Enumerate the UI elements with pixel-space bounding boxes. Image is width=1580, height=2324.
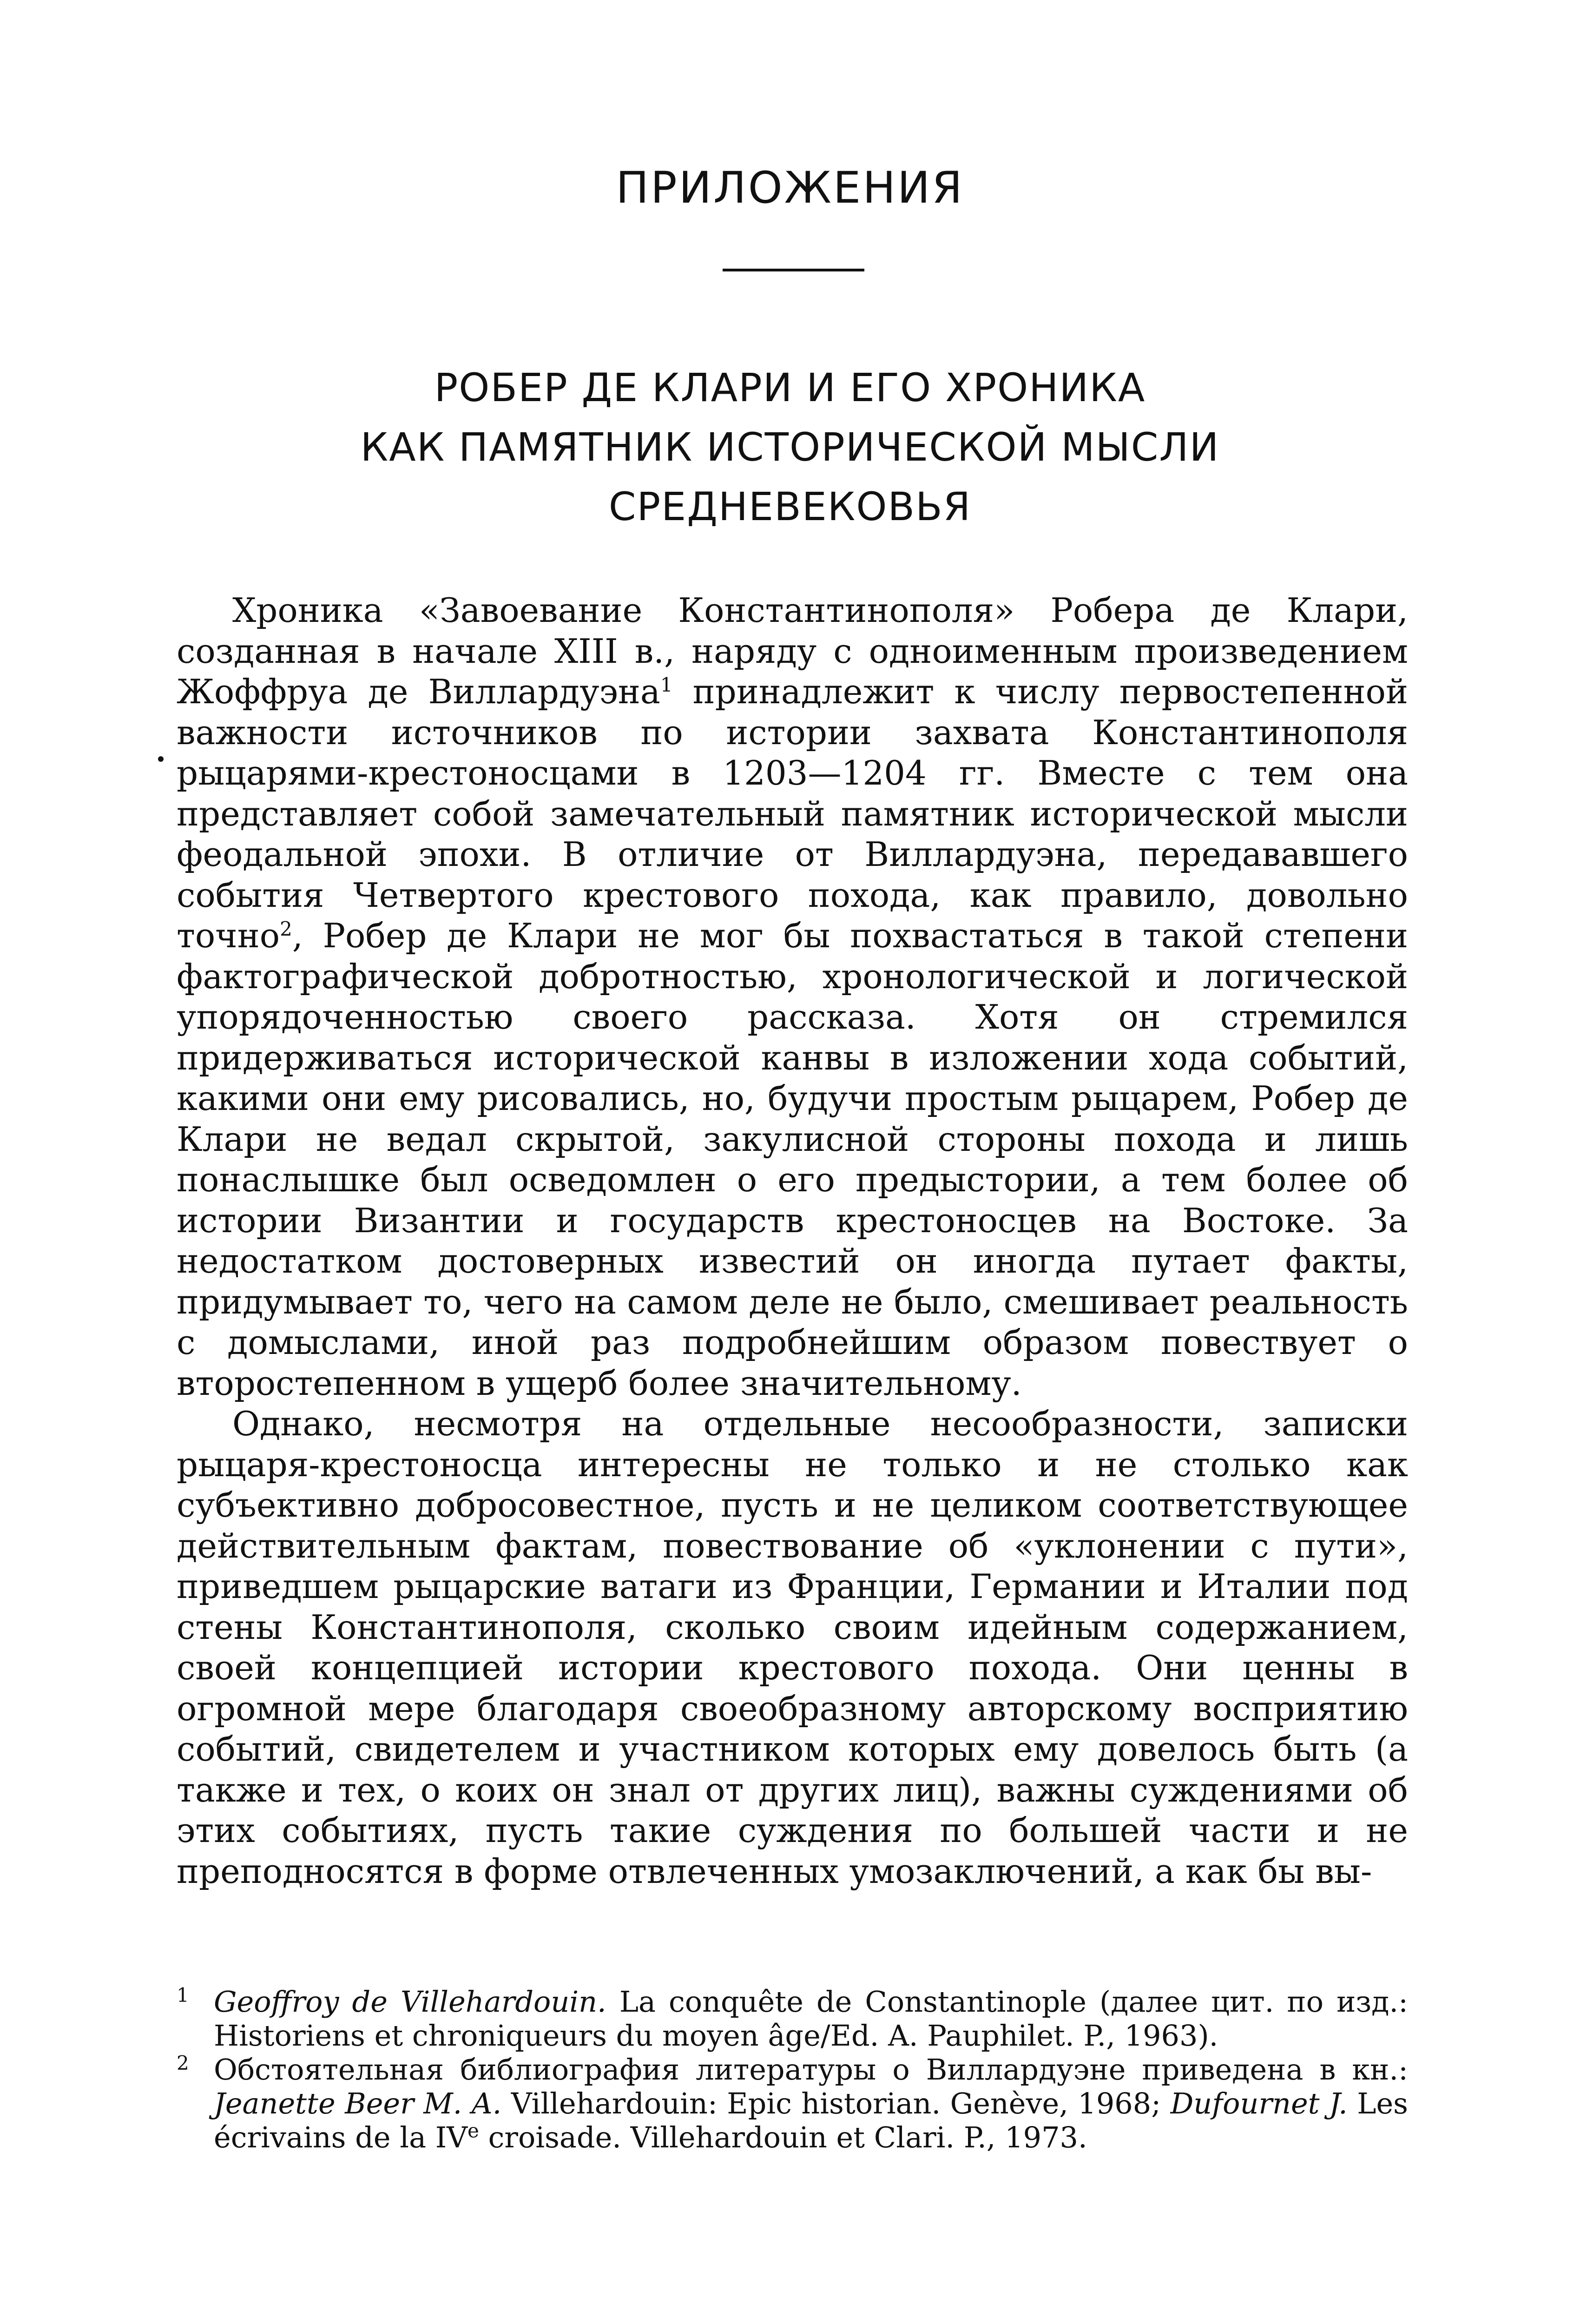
paragraph-1 [177,590,1408,1404]
footnote-1-text: La conquête de Constantinople (далее цит. по изд.: Historiens et chroniqueurs du moyen âge/Ed. A. Pauphilet. P., 1963). [214,1985,1408,2053]
footnote-1-author: Geoffroy de Villehardouin. [214,1985,606,2019]
footnote-2-mark: 2 [177,2052,189,2074]
paragraph-1-part-c: , Робер де Клари не мог бы похвастаться в такой степени фактографической добротностью, хронологической и логической упорядоченностью своего рассказа. Хотя он стремился придерживаться исторической канвы в изложении хода событий, какими они ему рисовались, но, будучи простым рыцарем, Робер де Клари не ведал скрытой, закулисной стороны похода и лишь понаслышке был осведомлен о его предыстории, а тем более об истории Византии и государств крестоносцев на Востоке. За недостатком достоверных известий он иногда путает факты, придумывает то, чего на самом деле не было, смешивает реальность с домыслами, иной раз подробнейшим образом повествует о второстепенном в ущерб более значительному. [177,916,1408,1403]
article-title-line-3: СРЕДНЕВЕКОВЬЯ [608,484,972,529]
footnote-2-text-d: croisade. Villehardouin et Clari. P., 1973. [479,2120,1087,2154]
article-title [0,358,1580,536]
footnotes [177,1985,1408,2154]
paragraph-2: Однако, несмотря на отдельные несообразности, записки рыцаря-крестоносца интересны не только и не столько как субъективно добросовестное, пусть и не целиком соответствующее действительным фактам, повествование об «уклонении с пути», приведшем рыцарские ватаги из Франции, Германии и Италии под стены Константинополя, сколько своим идейным содержанием, своей концепцией истории крестового похода. Они ценны в огромной мере благодаря своеобразному авторскому восприятию событий, свидетелем и участником которых ему довелось быть (а также и тех, о коих он знал от других лиц), важны суждениями об этих событиях, пусть такие суждения по большей части и не преподносятся в форме отвлеченных умозаключений, а как бы вы- [177,1404,1408,1891]
paragraph-1-part-b: принадлежит к числу первостепенной важности источников по истории захвата Константинополя рыцарями-крестоносцами в 1203—1204 гг. Вместе с тем она представляет собой замечательный памятник исторической мысли феодальной эпохи. В отличие от Виллардуэна, передававшего события Четвертого крестового похода, как правило, довольно точно [177,672,1408,955]
footnote-1-mark: 1 [177,1984,189,2007]
footnote-ref-2: 2 [280,918,292,940]
footnote-2-text-c: Les écrivains de la IV [214,2086,1408,2154]
article-title-line-2: КАК ПАМЯТНИК ИСТОРИЧЕСКОЙ МЫСЛИ [360,424,1220,470]
footnote-2-text-b: Villehardouin: Epic historian. Genève, 1968; [501,2086,1171,2120]
footnote-2-text-a: Обстоятельная библиография литературы о Виллардуэне приведена в кн.: [214,2053,1408,2086]
article-title-line-1: РОБЕР ДЕ КЛАРИ И ЕГО ХРОНИКА [434,365,1146,410]
footnote-2-superscript: e [467,2119,479,2142]
footnote-2-author-1: Jeanette Beer M. A. [214,2086,502,2120]
footnote-1 [177,1985,1408,2053]
paragraph-1-part-a: Хроника «Завоевание Константинополя» Робера де Клари, созданная в начале XIII в., наряду с одноименным произведением Жоффруа де Виллардуэна [177,591,1408,711]
footnote-2-author-2: Dufournet J. [1170,2086,1348,2120]
footnote-ref-1: 1 [660,673,673,696]
title-divider-rule [723,269,864,271]
footnote-2 [177,2053,1408,2154]
main-text [177,590,1408,1892]
section-title: ПРИЛОЖЕНИЯ [616,163,964,213]
scan-artifact-dot [158,756,164,762]
